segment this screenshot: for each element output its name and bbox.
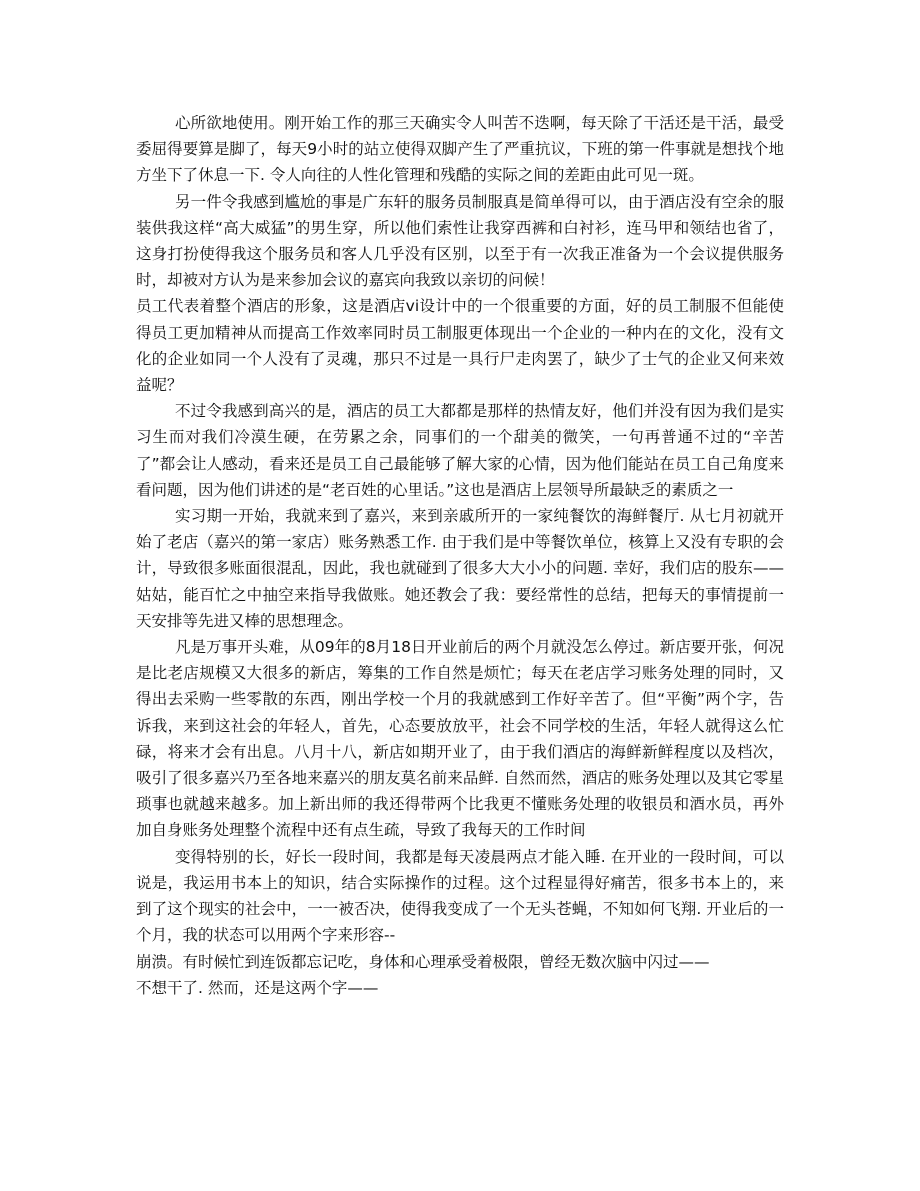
paragraph-2: 另一件令我感到尴尬的事是广东轩的服务员制服真是简单得可以，由于酒店没有空余的服装供我这样“高大威猛”的男生穿，所以他们索性让我穿西裤和白衬衫，连马甲和领结也省了，这身打扮使得我这个服务员和客人几乎没有区别，以至于有一次我正准备为一个会议提供服务时，却被对方认为是来参加会议的嘉宾向我致以亲切的问候！	[136, 192, 784, 290]
document-body	[136, 110, 784, 1001]
paragraph-9: 不想干了. 然而，还是这两个字——	[136, 978, 379, 997]
paragraph-5: 实习期一开始，我就来到了嘉兴，来到亲戚所开的一家纯餐饮的海鲜餐厅. 从七月初就开始了老店（嘉兴的第一家店）账务熟悉工作. 由于我们是中等餐饮单位，核算上又没有专职的会计，导致很多账面很混乱，因此，我也就碰到了很多大大小小的问题. 幸好，我们店的股东——姑姑，能百忙之中抽空来指导我做账。她还教会了我：要经常性的总结，把每天的事情提前一天安排等先进又棒的思想理念。	[136, 507, 784, 630]
paragraph-3: 员工代表着整个酒店的形象，这是酒店vi设计中的一个很重要的方面，好的员工制服不但能使得员工更加精神从而提高工作效率同时员工制服更体现出一个企业的一种内在的文化，没有文化的企业如同一个人没有了灵魂，那只不过是一具行尸走肉罢了，缺少了士气的企业又何来效益呢？	[136, 297, 784, 395]
paragraph-8: 崩溃。有时候忙到连饭都忘记吃，身体和心理承受着极限，曾经无数次脑中闪过——	[136, 952, 710, 971]
paragraph-1: 心所欲地使用。刚开始工作的那三天确实令人叫苦不迭啊，每天除了干活还是干活，最受委屈得要算是脚了，每天9小时的站立使得双脚产生了严重抗议，下班的第一件事就是想找个地方坐下了休息一下. 令人向往的人性化管理和残酷的实际之间的差距由此可见一斑。	[136, 114, 784, 185]
paragraph-7: 变得特别的长，好长一段时间，我都是每天凌晨两点才能入睡. 在开业的一段时间，可以说是，我运用书本上的知识，结合实际操作的过程。这个过程显得好痛苦，很多书本上的，来到了这个现实的社会中，一一被否决，使得我变成了一个无头苍蝇，不知如何飞翔. 开业后的一个月，我的状态可以用两个字来形容--	[136, 847, 784, 945]
paragraph-6: 凡是万事开头难，从09年的8月18日开业前后的两个月就没怎么停过。新店要开张，何况是比老店规模又大很多的新店，筹集的工作自然是烦忙；每天在老店学习账务处理的同时，又得出去采购一些零散的东西，刚出学校一个月的我就感到工作好辛苦了。但“平衡”两个字，告诉我，来到这社会的年轻人，首先，心态要放放平，社会不同学校的生活，年轻人就得这么忙碌，将来才会有出息。八月十八，新店如期开业了，由于我们酒店的海鲜新鲜程度以及档次，吸引了很多嘉兴乃至各地来嘉兴的朋友莫名前来品鲜. 自然而然，酒店的账务处理以及其它零星琐事也就越来越多。加上新出师的我还得带两个比我更不懂账务处理的收银员和酒水员，再外加自身账务处理整个流程中还有点生疏，导致了我每天的工作时间	[136, 638, 784, 840]
paragraph-4: 不过令我感到高兴的是，酒店的员工大都都是那样的热情友好，他们并没有因为我们是实习生而对我们冷漠生硬，在劳累之余，同事们的一个甜美的微笑，一句再普通不过的“辛苦了”都会让人感动，看来还是员工自己最能够了解大家的心情，因为他们能站在员工自己角度来看问题，因为他们讲述的是“老百姓的心里话。”这也是酒店上层领导所最缺乏的素质之一	[136, 402, 784, 499]
